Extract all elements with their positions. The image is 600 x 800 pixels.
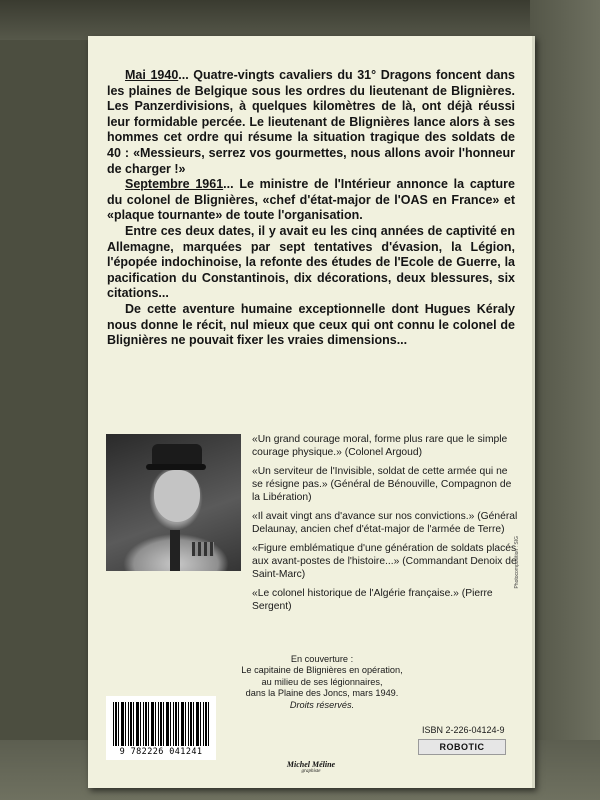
publisher-logo [276,760,346,774]
background-right [530,0,600,800]
blurb-paragraph-2 [107,177,515,224]
cover-caption-line-3: au milieu de ses légionnaires, [261,676,383,687]
quote-1-text: «Un grand courage moral, forme plus rare que le simple courage physique.» [252,434,508,458]
cover-caption-line-2: Le capitaine de Blignières en opération, [241,665,403,676]
author-portrait-photo [106,434,241,571]
quote-2-source: (Général de Bénouville, Compagnon de la Libération) [252,478,512,503]
book-back-cover [88,36,535,788]
face-shape [154,470,200,522]
blurb-date-1961: Septembre 1961 [125,177,224,192]
kepi-shape [152,444,202,466]
publisher-name: Michel Méline [286,760,336,769]
publisher-sub: graphiste [301,769,321,774]
cover-caption-line-4: dans la Plaine des Joncs, mars 1949. [245,688,399,699]
quote-4-source: (Commandant Denoix de Saint-Marc) [252,555,517,580]
blurb-text-2: ... Le ministre de l'Intérieur annonce la capture du colonel de Blignières, «chef d'état-major de l'OAS en France» et «plaque tournante» de toute l'organisation. [107,177,515,223]
testimonial-quotes [252,434,518,620]
quote-5-text: «Le colonel historique de l'Algérie française.» [252,587,459,599]
cover-caption-line-1: En couverture : [290,654,354,664]
price-sticker: ROBOTIC [418,739,506,755]
barcode-bars [113,702,209,746]
quote-2 [252,466,518,504]
quote-1-source: (Colonel Argoud) [344,446,423,458]
quote-5 [252,588,518,614]
blurb-paragraph-4: De cette aventure humaine exceptionnelle dont Hugues Kéraly nous donne le récit, nul mieux que ceux qui ont connu le colonel de Blignières ne pouvait fixer les vraies dimensions... [107,301,515,348]
quote-5-source: (Pierre Sergent) [252,587,493,612]
tie-shape [170,530,180,571]
blurb-text-1: ... Quatre-vingts cavaliers du 31° Dragons foncent dans les plaines de Belgique sous les ordres du lieutenant de Blignières. Les Panzerdivisions, à quelques kilomètres de là, ont déjà réussi leur formidable percée. Le lieutenant de Blignières lance alors à ses hommes cet ordre qui résume la situation tragique des soldats de 40 : «Messieurs, serrez vos gourmettes, nous allons avoir l'honneur de charger !» [107,68,515,176]
quote-3-text: «Il avait vingt ans d'avance sur nos convictions.» [252,510,475,522]
blurb-date-1940: Mai 1940 [125,68,179,82]
imprint-text: Photocomposition : SIG [514,536,520,589]
rights-reserved: Droits réservés. [289,699,355,710]
medals-shape [192,542,214,556]
cover-caption [222,654,422,711]
blurb-text [107,68,515,349]
barcode [106,696,216,760]
quote-4 [252,543,518,581]
isbn-text: ISBN 2-226-04124-9 [422,725,505,735]
cover-caption-line-5 [222,700,422,711]
background-top [0,0,600,40]
blurb-paragraph-1 [107,68,515,177]
quote-4-text: «Figure emblématique d'une génération de soldats placés aux avant-postes de l'histoire...» [252,543,517,567]
quote-3-source: (Général Delaunay, ancien chef d'état-major de l'armée de Terre) [252,510,518,535]
quote-2-text: «Un serviteur de l'Invisible, soldat de cette armée qui ne se résigne pas.» [252,466,508,490]
blurb-paragraph-3: Entre ces deux dates, il y avait eu les cinq années de captivité en Allemagne, marquées par sept tentatives d'évasion, la Légion, l'épopée indochinoise, la refonte des études de l'Ecole de Guerre, la pacification du Constantinois, dix décorations, deux blessures, six citations... [107,223,515,301]
quote-1 [252,434,518,460]
barcode-number: 9 782226 041241 [119,747,203,757]
quote-3 [252,511,518,537]
